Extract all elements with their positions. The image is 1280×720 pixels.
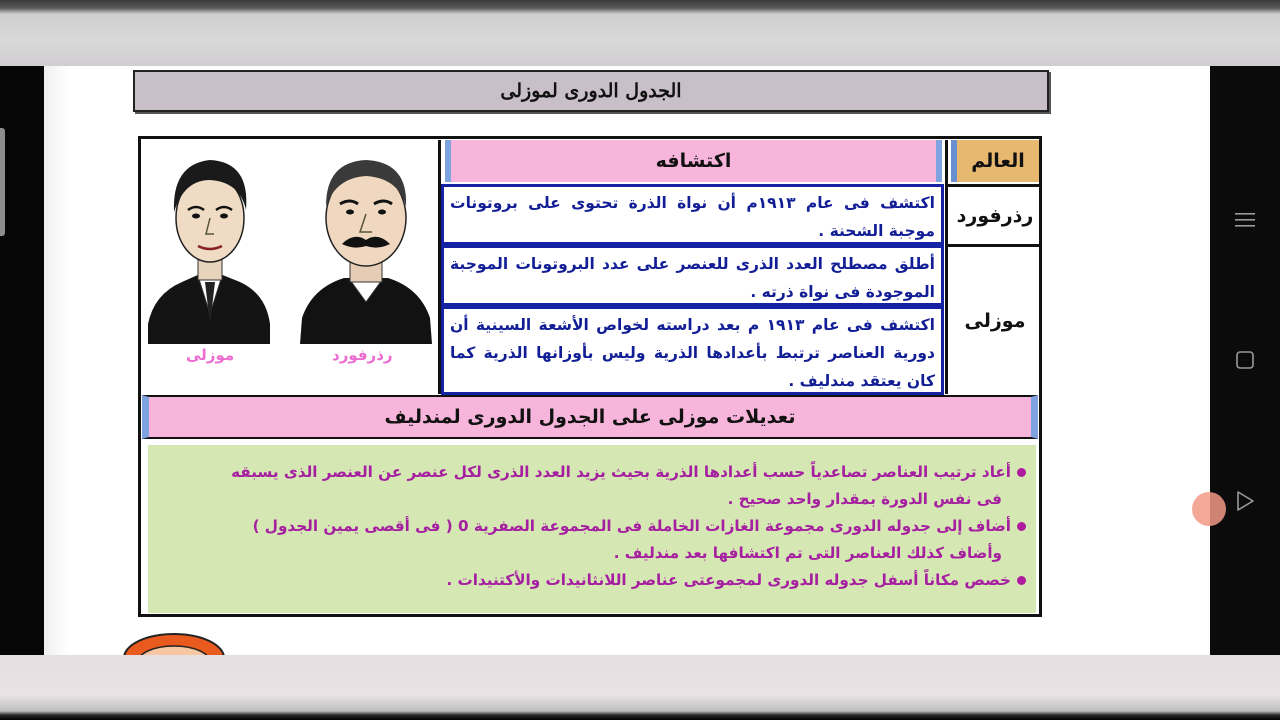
bottom-area xyxy=(0,655,1280,720)
modifications-list xyxy=(148,445,1036,613)
item-text: أضاف إلى جدوله الدورى مجموعة الغازات الخاملة فى المجموعة الصفرية 0 ( فى أقصى يمين الجدول ) xyxy=(252,517,1011,535)
modifications-title: تعديلات موزلى على الجدول الدورى لمندليف xyxy=(384,406,796,428)
floating-dot[interactable] xyxy=(1192,492,1226,526)
back-triangle-icon[interactable] xyxy=(1233,489,1257,513)
discovery-box xyxy=(441,306,944,395)
square-icon[interactable] xyxy=(1233,348,1257,372)
caption-moseley: موزلى xyxy=(186,346,235,364)
item-text: خصص مكاناً أسفل جدوله الدورى لمجموعتى عناصر اللانثانيدات والأكتنيدات . xyxy=(446,571,1011,589)
bullet-icon xyxy=(1017,522,1026,531)
scientist-cell xyxy=(951,247,1039,394)
page-title: الجدول الدورى لموزلى xyxy=(500,80,682,102)
list-item-continued xyxy=(154,486,1026,513)
discovery-text: اكتشف فى عام ١٩١٣م أن نواة الذرة تحتوى على بروتونات موجبة الشحنة . xyxy=(450,194,935,240)
item-text: أعاد ترتيب العناصر تصاعدياً حسب أعدادها الذرية بحيث يزيد العدد الذرى لكل عنصر عن العنصر الذى يسبقه xyxy=(231,463,1011,481)
portraits-area xyxy=(142,140,438,392)
header-discovery: اكتشافه xyxy=(655,150,732,172)
page-shade xyxy=(44,66,68,655)
list-item-continued xyxy=(154,540,1026,567)
list-item xyxy=(154,567,1026,594)
discovery-box xyxy=(441,184,944,245)
menu-icon[interactable] xyxy=(1233,208,1257,232)
header-discovery-cell xyxy=(445,140,942,182)
scientist-cell xyxy=(951,187,1039,244)
discovery-text: أطلق مصطلح العدد الذرى للعنصر على عدد البروتونات الموجبة الموجودة فى نواة ذرته . xyxy=(450,255,935,301)
discovery-text: اكتشف فى عام ١٩١٣ م بعد دراسته لخواص الأشعة السينية أن دورية العناصر ترتبط بأعدادها الذرية وليس بأوزانها الذرية كما كان يعتقد مندليف . xyxy=(450,316,935,390)
column-divider xyxy=(945,140,948,394)
title-banner xyxy=(133,70,1049,112)
header-scientist: العالم xyxy=(971,150,1025,172)
list-item xyxy=(154,513,1026,540)
list-item xyxy=(154,459,1026,486)
scientist-name: موزلى xyxy=(964,309,1026,332)
edge-handle[interactable] xyxy=(0,128,5,236)
rutherford-portrait xyxy=(300,152,432,344)
modifications-header xyxy=(142,395,1038,439)
moseley-portrait xyxy=(148,154,272,344)
bullet-icon xyxy=(1017,468,1026,477)
item-text: وأضاف كذلك العناصر التى تم اكتشافها بعد مندليف . xyxy=(613,544,1002,562)
header-scientist-cell xyxy=(951,140,1039,182)
cartoon-character-icon xyxy=(114,628,232,655)
item-text: فى نفس الدورة بمقدار واحد صحيح . xyxy=(727,490,1002,508)
scientist-name: رذرفورد xyxy=(956,204,1034,227)
bullet-icon xyxy=(1017,576,1026,585)
left-edge xyxy=(0,66,44,655)
caption-rutherford: رذرفورد xyxy=(332,346,393,364)
top-status-area xyxy=(0,0,1280,66)
discovery-box xyxy=(441,245,944,306)
